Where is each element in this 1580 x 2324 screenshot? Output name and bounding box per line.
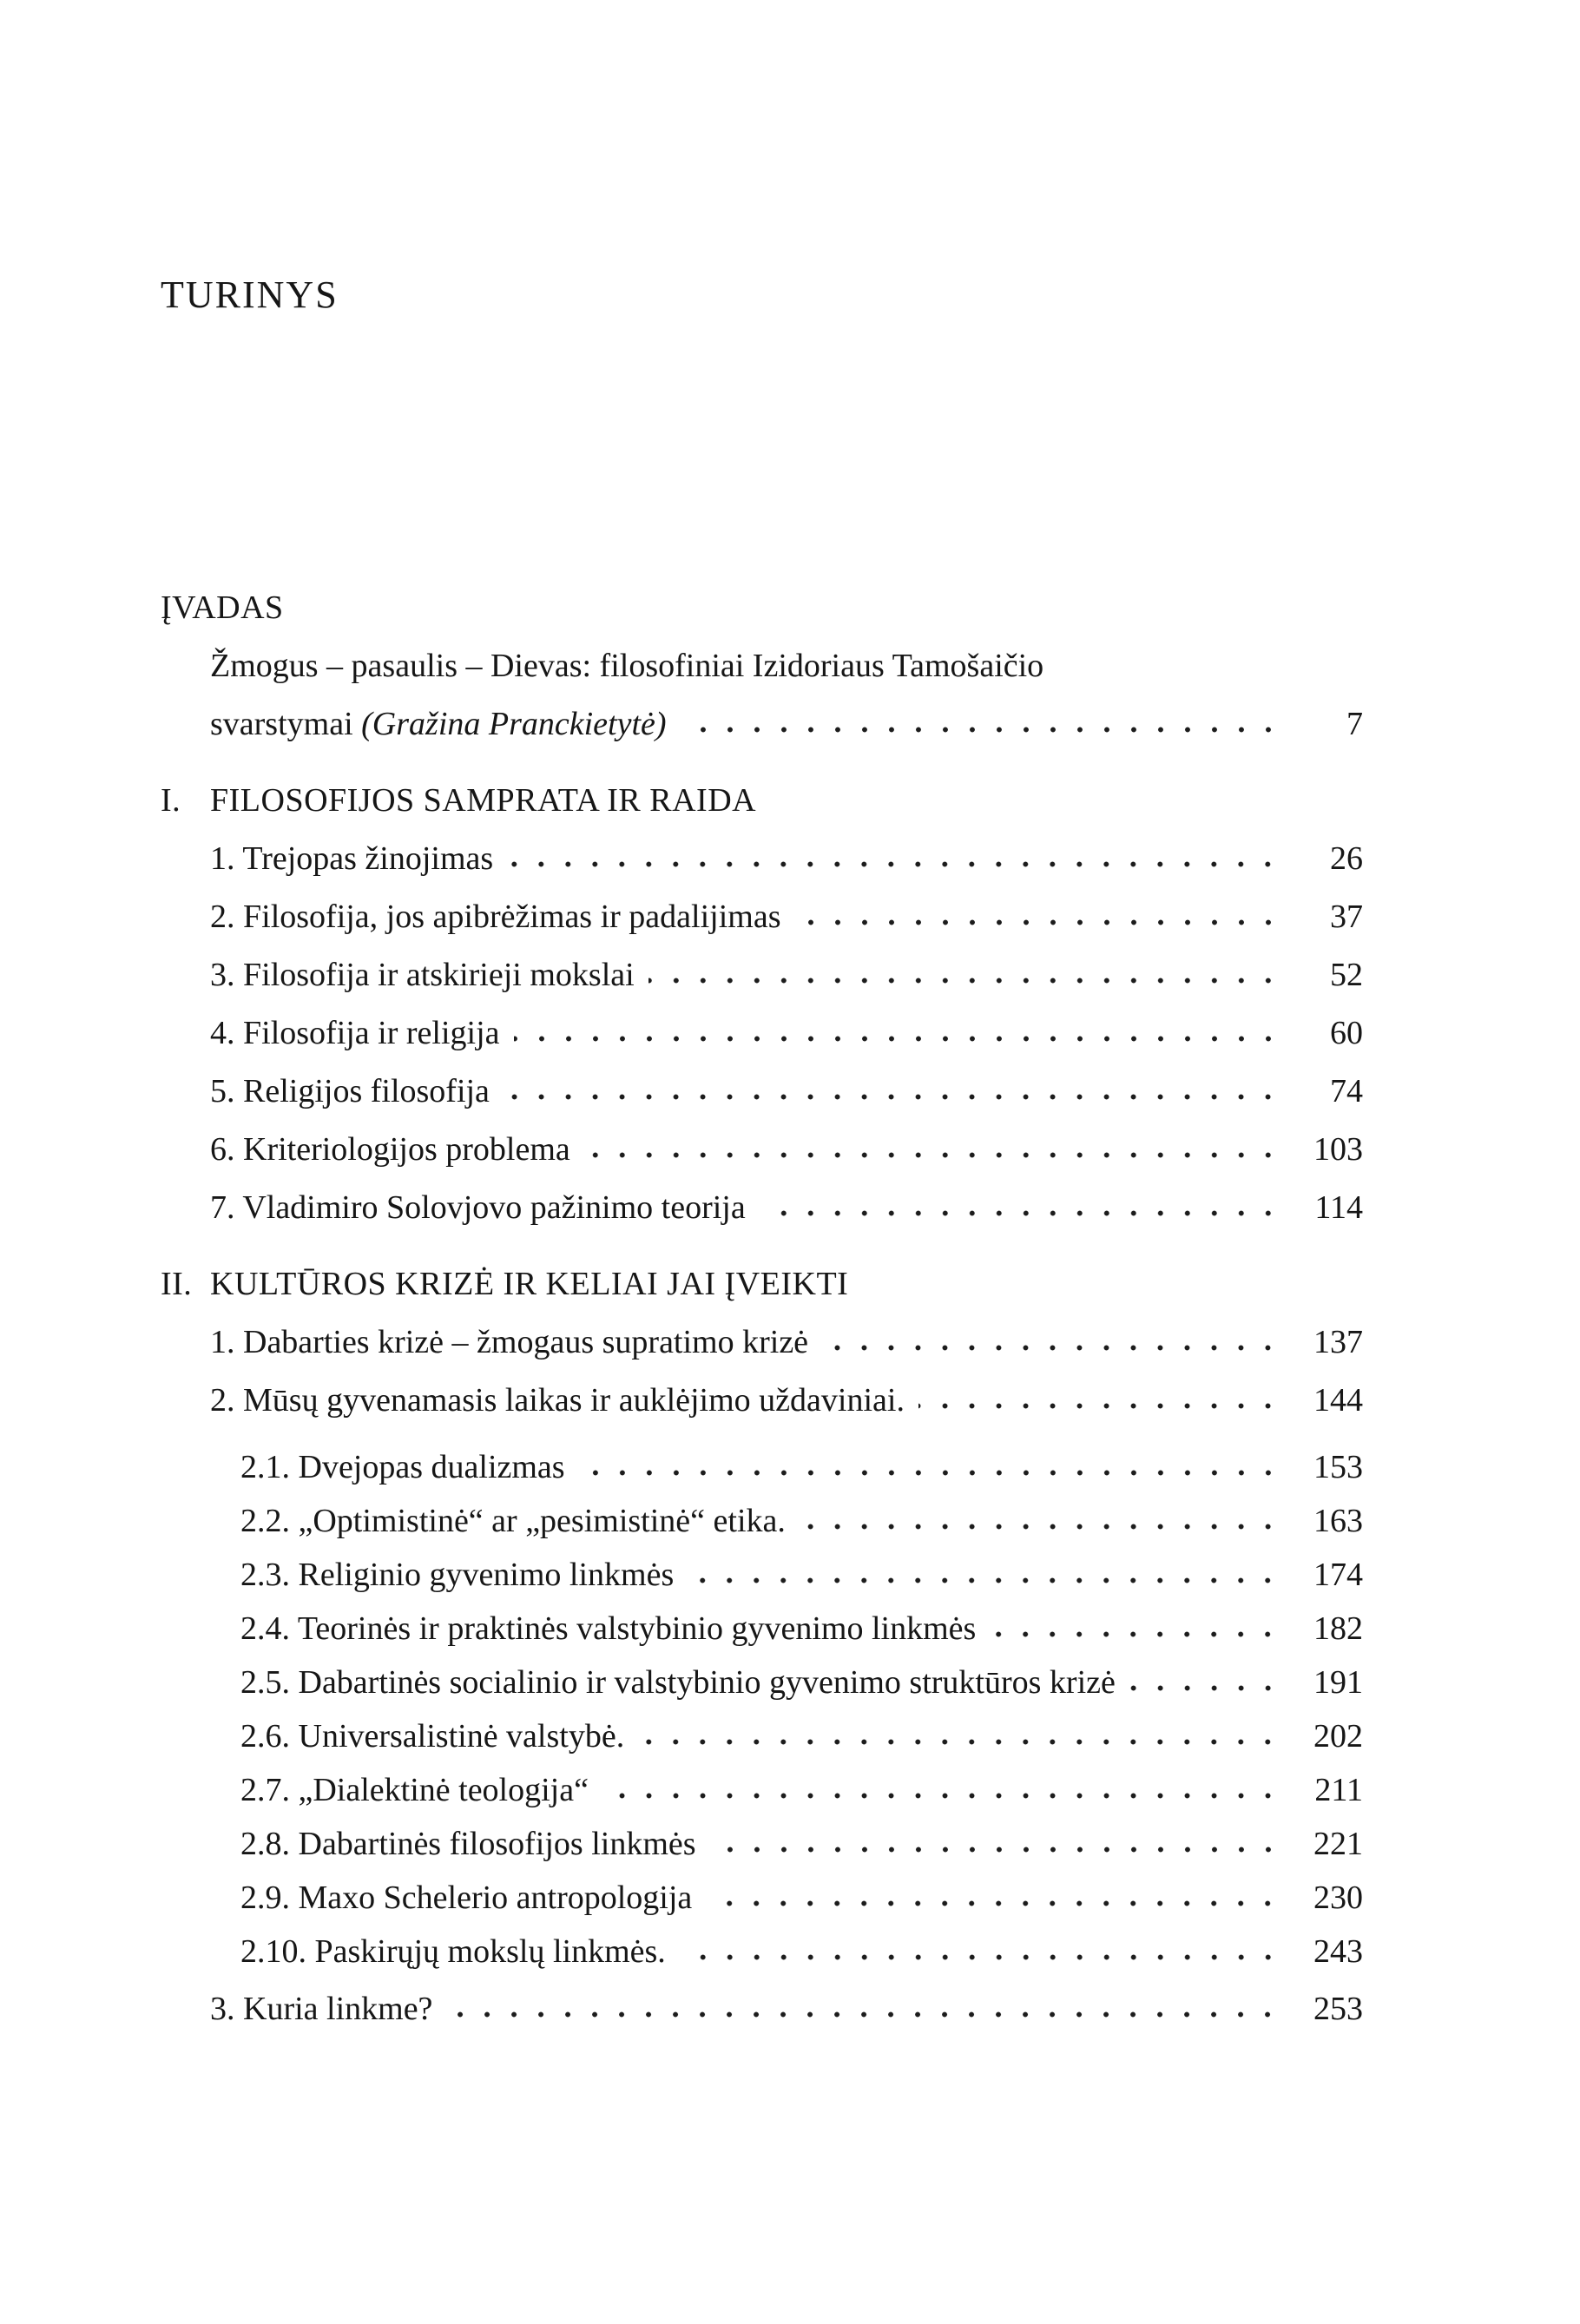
- toc-entry-label: Žmogus – pasaulis – Dievas: filosofiniai Izidoriaus Tamošaičio: [210, 648, 1044, 684]
- toc-entry-label: 2. Filosofija, jos apibrėžimas ir padalijimas: [210, 899, 781, 935]
- dot-leader: [638, 1739, 1281, 1747]
- section-title: KULTŪROS KRIZĖ IR KELIAI JAI ĮVEIKTI: [210, 1266, 849, 1302]
- toc-entry: [161, 637, 1363, 695]
- toc-entry-page: 253: [1313, 1991, 1363, 2027]
- toc-entry-page: 163: [1313, 1503, 1363, 1539]
- dot-leader: [800, 1524, 1281, 1531]
- toc-entry: [161, 1063, 1363, 1121]
- toc-entry-label: 2.4. Teorinės ir praktinės valstybinio gyvenimo linkmės: [240, 1610, 977, 1647]
- toc-entry: [161, 1313, 1363, 1372]
- section-numeral: I.: [161, 782, 181, 819]
- toc-entry: [161, 1980, 1363, 2038]
- dot-leader: [648, 978, 1281, 985]
- toc-section: [161, 1255, 1363, 2038]
- section-heading: [161, 772, 1363, 830]
- intro-line2-prefix: svarstymai: [210, 706, 362, 742]
- toc-entry-label: 2. Mūsų gyvenamasis laikas ir auklėjimo uždaviniai.: [210, 1382, 905, 1419]
- toc-entry-page: 211: [1314, 1772, 1363, 1808]
- toc-entry: [161, 695, 1363, 754]
- dot-leader: [681, 727, 1281, 734]
- toc-entry-label: 2.2. „Optimistinė“ ar „pesimistinė“ etika.: [240, 1503, 786, 1539]
- toc-entry-page: 74: [1330, 1073, 1363, 1109]
- toc-entry: [161, 1656, 1363, 1709]
- section-heading: [161, 1255, 1363, 1313]
- toc-entry: [161, 1121, 1363, 1179]
- dot-leader: [760, 1210, 1281, 1218]
- toc-entry-page: 202: [1313, 1718, 1363, 1755]
- toc-sections: [161, 772, 1363, 2038]
- dot-leader: [706, 1900, 1281, 1908]
- toc-entry-label: 2.9. Maxo Schelerio antropologija: [240, 1880, 693, 1916]
- dot-leader: [822, 1345, 1281, 1353]
- toc-entry: [161, 888, 1363, 946]
- toc-entry-page: 137: [1313, 1324, 1363, 1360]
- dot-leader: [446, 2011, 1281, 2019]
- intro-author: (Gražina Pranckietytė): [361, 706, 667, 742]
- toc-entry: [161, 1440, 1363, 1494]
- toc-entry-label: [210, 695, 667, 754]
- toc-entry-page: 7: [1346, 706, 1363, 742]
- page-title: TURINYS: [161, 273, 339, 316]
- intro-heading: ĮVADAS: [161, 589, 284, 626]
- toc-entry-page: 153: [1313, 1449, 1363, 1485]
- toc-entry-label: 2.5. Dabartinės socialinio ir valstybinio gyvenimo struktūros krizė: [240, 1664, 1116, 1701]
- toc-entry-page: 52: [1330, 957, 1363, 993]
- toc: [161, 579, 1363, 2038]
- toc-entry: [161, 1548, 1363, 1602]
- toc-entry: [161, 1494, 1363, 1548]
- dot-leader: [990, 1631, 1281, 1639]
- toc-entry: [161, 1372, 1363, 1430]
- toc-entry: [161, 1004, 1363, 1063]
- toc-entry-label: 2.7. „Dialektinė teologija“: [240, 1772, 589, 1808]
- toc-entry-page: 26: [1330, 840, 1363, 877]
- toc-entry-page: 182: [1313, 1610, 1363, 1647]
- toc-entry-page: 243: [1313, 1933, 1363, 1970]
- toc-entry-label: 1. Trejopas žinojimas: [210, 840, 494, 877]
- toc-entry-label: 4. Filosofija ir religija: [210, 1015, 500, 1051]
- toc-entry-label: 2.3. Religinio gyvenimo linkmės: [240, 1557, 675, 1593]
- toc-entry-label: 3. Filosofija ir atskirieji mokslai: [210, 957, 635, 993]
- toc-entry-label: 7. Vladimiro Solovjovo pažinimo teorija: [210, 1189, 746, 1226]
- toc-entry-label: 6. Kriteriologijos problema: [210, 1131, 570, 1168]
- toc-entry-label: 2.8. Dabartinės filosofijos linkmės: [240, 1826, 696, 1862]
- toc-entry: [161, 830, 1363, 888]
- dot-leader: [795, 919, 1282, 927]
- toc-entry-page: 230: [1313, 1880, 1363, 1916]
- dot-leader: [1129, 1685, 1281, 1693]
- toc-entry-page: 174: [1313, 1557, 1363, 1593]
- toc-entry: [161, 1602, 1363, 1656]
- toc-entry: [161, 1871, 1363, 1925]
- toc-entry: [161, 1709, 1363, 1763]
- toc-entry-label: 2.6. Universalistinė valstybė.: [240, 1718, 625, 1755]
- toc-entry-page: 114: [1314, 1189, 1363, 1226]
- toc-entry-page: 103: [1313, 1131, 1363, 1168]
- toc-entry: [161, 1179, 1363, 1237]
- dot-leader: [680, 1954, 1281, 1962]
- toc-entry: [161, 946, 1363, 1004]
- toc-entry-page: 60: [1330, 1015, 1363, 1051]
- dot-leader: [584, 1152, 1281, 1160]
- toc-entry-page: 221: [1313, 1826, 1363, 1862]
- dot-leader: [579, 1470, 1281, 1478]
- dot-leader: [688, 1577, 1281, 1585]
- dot-leader: [918, 1403, 1281, 1411]
- toc-entry-page: 37: [1330, 899, 1363, 935]
- intro-section: [161, 579, 1363, 637]
- toc-entry-page: 144: [1313, 1382, 1363, 1419]
- toc-entry-page: 191: [1313, 1664, 1363, 1701]
- toc-entry-label: 2.1. Dvejopas dualizmas: [240, 1449, 565, 1485]
- toc-section: [161, 772, 1363, 1237]
- dot-leader: [710, 1847, 1281, 1854]
- dot-leader: [507, 861, 1281, 869]
- toc-entry-label: 1. Dabarties krizė – žmogaus supratimo krizė: [210, 1324, 809, 1360]
- toc-entry: [161, 1763, 1363, 1817]
- toc-entry: [161, 1925, 1363, 1978]
- section-title: FILOSOFIJOS SAMPRATA IR RAIDA: [210, 782, 757, 819]
- dot-leader: [514, 1036, 1281, 1043]
- toc-entry-label: 3. Kuria linkme?: [210, 1991, 433, 2027]
- toc-entry-label: 5. Religijos filosofija: [210, 1073, 490, 1109]
- section-numeral: II.: [161, 1266, 193, 1302]
- toc-entry: [161, 1817, 1363, 1871]
- toc-entry-label: 2.10. Paskirųjų mokslų linkmės.: [240, 1933, 666, 1970]
- dot-leader: [504, 1094, 1281, 1102]
- dot-leader: [602, 1793, 1281, 1801]
